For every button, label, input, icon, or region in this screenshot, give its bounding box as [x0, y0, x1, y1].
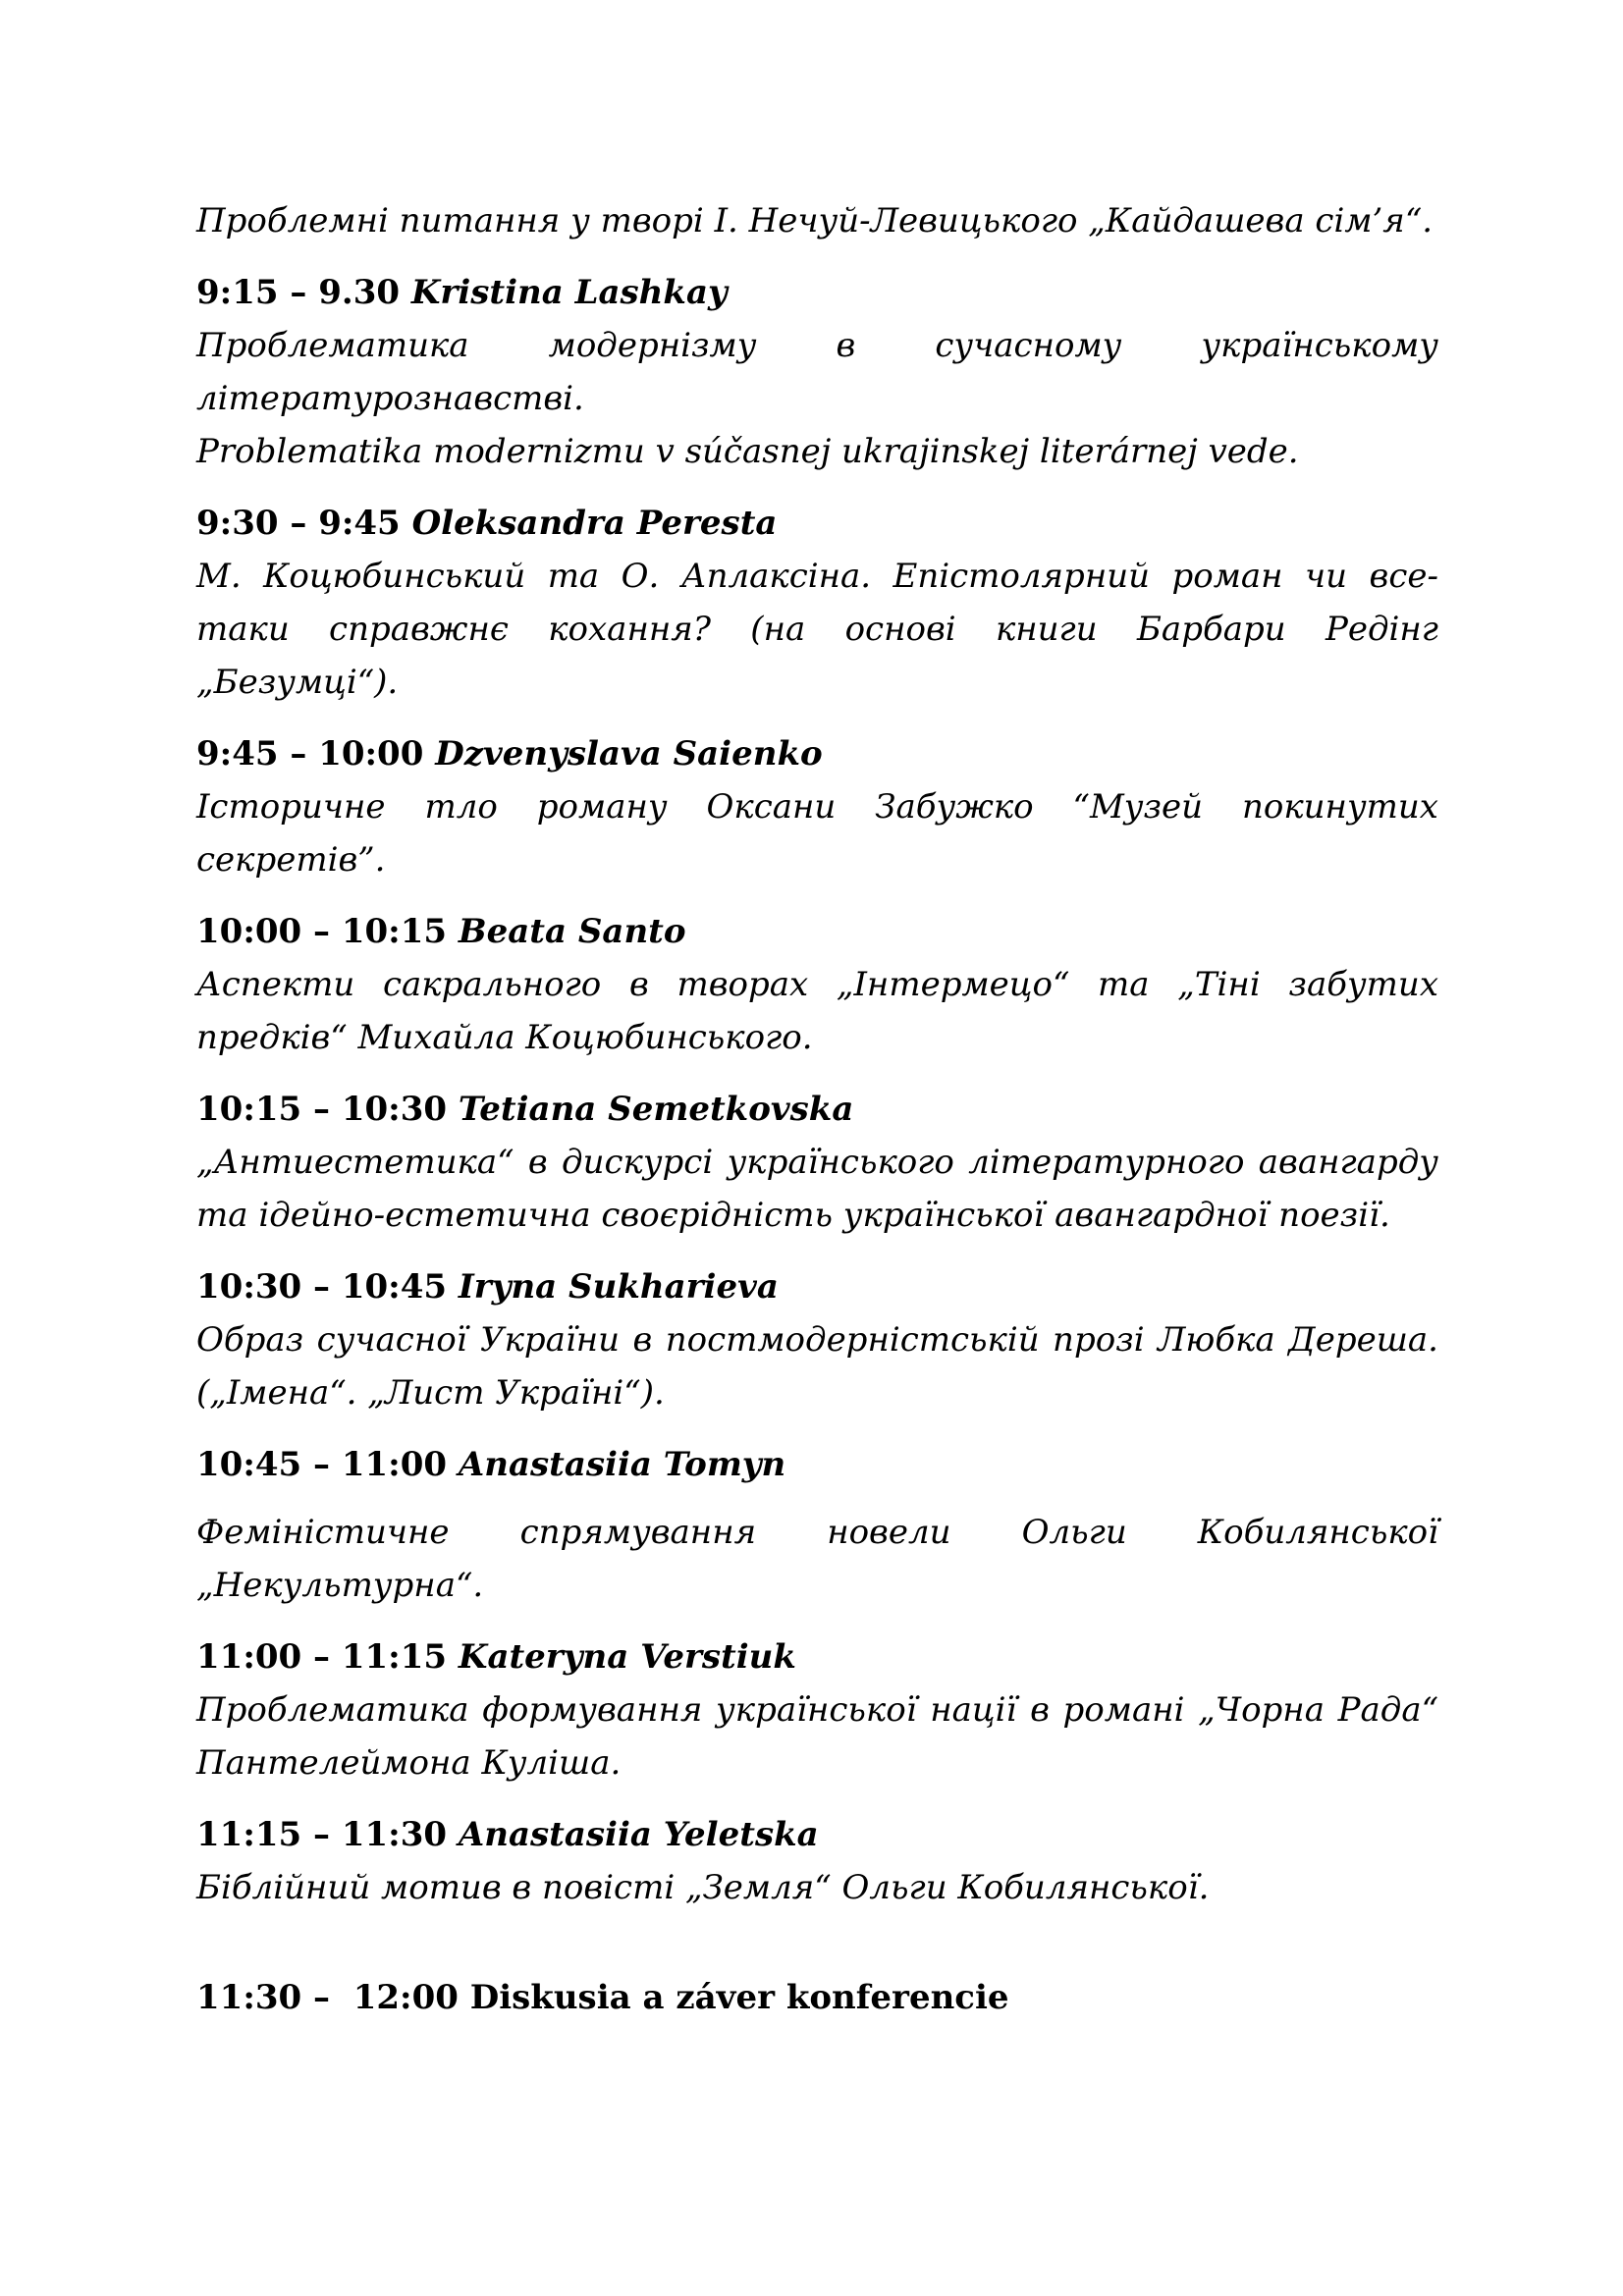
session-heading: [196, 905, 1438, 958]
session-time: 9:45 – 10:00: [196, 734, 424, 774]
session-entry: [196, 727, 1438, 886]
session-heading: [196, 1438, 1438, 1491]
session-time: 10:00 – 10:15: [196, 912, 448, 951]
session-entry: [196, 1083, 1438, 1242]
speaker-name: Anastasiia Yeletska: [458, 1815, 819, 1854]
talk-title: Біблійний мотив в повісті „Земля“ Ольги Кобилянської.: [196, 1868, 1210, 1907]
session-entry: [196, 497, 1438, 709]
speaker-name: Anastasiia Tomyn: [458, 1445, 786, 1484]
session-time: 9:15 – 9.30: [196, 273, 401, 312]
session-time: 10:15 – 10:30: [196, 1090, 448, 1129]
session-time: 10:30 – 10:45: [196, 1267, 448, 1307]
session-entry: [196, 1438, 1438, 1612]
speaker-name: Oleksandra Peresta: [411, 504, 778, 543]
speaker-name: Tetiana Semetkovska: [458, 1090, 854, 1129]
talk-title: Історичне тло роману Оксани Забужко “Музей покинутих секретів”.: [196, 787, 1438, 880]
session-entry: [196, 1260, 1438, 1419]
talk-title: „Антиестетика“ в дискурсі українського літературного авангарду та ідейно-естетична своєрідність української авангардної поезії.: [196, 1143, 1438, 1235]
continued-talk-title: Проблемні питання у творі І. Нечуй-Левицького „Кайдашева сім’я“.: [196, 201, 1434, 240]
session-heading: [196, 266, 1438, 319]
session-heading: [196, 1808, 1438, 1861]
session-heading: [196, 1083, 1438, 1136]
session-heading: [196, 727, 1438, 780]
session-time: 11:15 – 11:30: [196, 1815, 448, 1854]
talk-title: Проблематика формування української нації в романі „Чорна Рада“ Пантелеймона Куліша.: [196, 1690, 1438, 1783]
session-time: 10:45 – 11:00: [196, 1445, 448, 1484]
closing-text: 12:00 Diskusia a záver konferencie: [352, 1978, 1009, 2017]
session-heading: [196, 1260, 1438, 1313]
session-entry: [196, 1808, 1438, 1914]
programme-page: [196, 194, 1438, 2024]
session-heading: [196, 1630, 1438, 1683]
session-entry: [196, 266, 1438, 478]
talk-title-slovak: Problematika modernizmu v súčasnej ukrajinskej literárnej vede.: [196, 432, 1299, 471]
talk-title: Аспекти сакрального в творах „Інтермецо“ та „Тіні забутих предків“ Михайла Коцюбинського.: [196, 965, 1438, 1057]
speaker-name: Dzvenyslava Saienko: [435, 734, 823, 774]
talk-title: Феміністичне спрямування новели Ольги Кобилянської „Некультурна“.: [196, 1513, 1438, 1605]
talk-title: Проблематика модернізму в сучасному українському літературознавстві.: [196, 326, 1438, 418]
talk-title: Образ сучасної України в постмодерністській прозі Любка Дереша. („Імена“. „Лист Україні“).: [196, 1320, 1438, 1413]
speaker-name: Kateryna Verstiuk: [458, 1637, 796, 1677]
speaker-name: Iryna Sukharieva: [458, 1267, 779, 1307]
talk-title: М. Коцюбинський та О. Аплаксіна. Епістолярний роман чи все-таки справжнє кохання? (на основі книги Барбари Редінг „Безумці“).: [196, 557, 1438, 702]
session-time: 9:30 – 9:45: [196, 504, 401, 543]
session-entry: [196, 1630, 1438, 1789]
session-entry: [196, 905, 1438, 1064]
closing-time: 11:30 –: [196, 1978, 331, 2017]
closing-session: [196, 1971, 1438, 2024]
speaker-name: Beata Santo: [458, 912, 686, 951]
session-time: 11:00 – 11:15: [196, 1637, 448, 1677]
session-heading: [196, 497, 1438, 550]
speaker-name: Kristina Lashkay: [410, 273, 728, 312]
